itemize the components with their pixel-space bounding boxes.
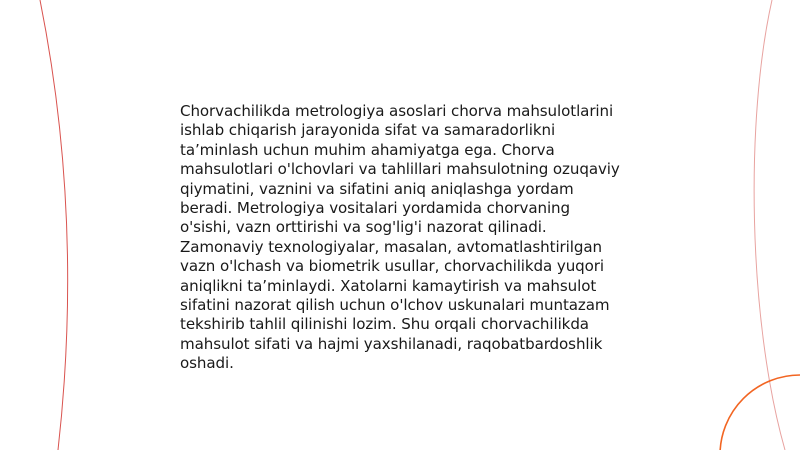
- accent-circle: [720, 375, 800, 450]
- right-arc: [754, 0, 785, 450]
- left-arc: [40, 0, 68, 450]
- body-paragraph: Chorvachilikda metrologiya asoslari chorva mahsulotlarini ishlab chiqarish jarayonida sifat va samaradorlikni taʼminlash uchun muhim ahamiyatga ega. Chorva mahsulotlari o'lchovlari va tahlillari mahsulotning ozuqaviy qiymatini, vaznini va sifatini aniq aniqlashga yordam beradi. Metrologiya vositalari yordamida chorvaning o'sishi, vazn orttirishi va sog'lig'i nazorat qilinadi. Zamonaviy texnologiyalar, masalan, avtomatlashtirilgan vazn o'lchash va biometrik usullar, chorvachilikda yuqori aniqlikni taʼminlaydi. Xatolarni kamaytirish va mahsulot sifatini nazorat qilish uchun o'lchov uskunalari muntazam tekshirib tahlil qilinishi lozim. Shu orqali chorvachilikda mahsulot sifati va hajmi yaxshilanadi, raqobatbardoshlik oshadi.: [180, 102, 620, 373]
